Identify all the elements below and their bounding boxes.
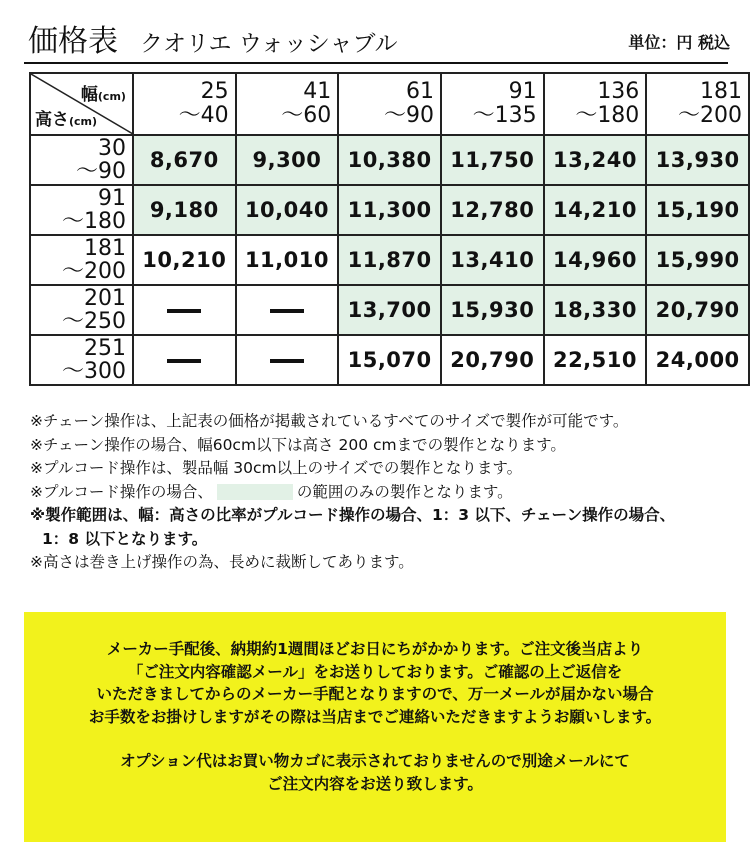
price-cell: 24,000 — [646, 335, 749, 385]
price-cell: 13,930 — [646, 135, 749, 185]
price-cell: 18,330 — [544, 285, 647, 335]
note-ratio-cont: 1：8 以下となります。 — [42, 529, 208, 548]
col-header: 25 ～40 — [133, 73, 236, 135]
not-available-dash — [167, 309, 201, 313]
price-cell: 15,990 — [646, 235, 749, 285]
price-cell: 15,190 — [646, 185, 749, 235]
col-header: 91 ～135 — [441, 73, 544, 135]
notice-line: 「ご注文内容確認メール」をお送りしております。ご確認の上ご返信を — [127, 662, 623, 681]
price-cell: 13,700 — [338, 285, 441, 335]
table-row — [30, 335, 749, 385]
table-row — [30, 135, 749, 185]
price-cell: 13,410 — [441, 235, 544, 285]
notice-line: ご注文内容をお送り致します。 — [267, 774, 483, 793]
height-axis-label: 高さ(cm) — [35, 110, 98, 130]
not-available-dash — [167, 359, 201, 363]
row-header: 30 ～90 — [30, 135, 133, 185]
price-cell: 13,240 — [544, 135, 647, 185]
col-header: 41 ～60 — [236, 73, 339, 135]
price-cell — [133, 335, 236, 385]
price-cell: 22,510 — [544, 335, 647, 385]
price-table — [29, 72, 750, 386]
header — [28, 22, 740, 62]
note-chain-all-sizes: ※チェーン操作は、上記表の価格が掲載されているすべてのサイズで製作が可能です。 — [30, 412, 629, 430]
price-cell: 20,790 — [646, 285, 749, 335]
notice-line: メーカー手配後、納期約1週間ほどお日にちがかかります。ご注文後当店より — [106, 640, 644, 658]
price-cell: 12,780 — [441, 185, 544, 235]
width-axis-label: 幅(cm) — [80, 85, 126, 105]
range-swatch — [217, 484, 293, 500]
col-header: 61 ～90 — [338, 73, 441, 135]
header-row — [30, 73, 749, 135]
price-cell: 14,960 — [544, 235, 647, 285]
price-cell: 9,180 — [133, 185, 236, 235]
page-title: 価格表 — [28, 24, 118, 59]
price-cell — [133, 285, 236, 335]
col-header: 136 ～180 — [544, 73, 647, 135]
notice-line: いただきましてからのメーカー手配となりますので、万一メールが届かない場合 — [96, 685, 654, 703]
not-available-dash — [270, 309, 304, 313]
table-row — [30, 235, 749, 285]
note-height-cut: ※高さは巻き上げ操作の為、長めに裁断してあります。 — [30, 553, 414, 571]
row-header: 181 ～200 — [30, 235, 133, 285]
notes — [30, 410, 745, 575]
delivery-notice — [24, 612, 726, 842]
product-name: クオリエ ウォッシャブル — [140, 31, 398, 57]
notice-line: オプション代はお買い物カゴに表示されておりませんので別途メールにて — [120, 752, 630, 770]
title-underline — [24, 62, 728, 64]
price-cell: 10,040 — [236, 185, 339, 235]
note-pullcord-range: ※プルコード操作の場合、 の範囲のみの製作となります。 — [30, 482, 513, 501]
unit-note: 単位：円 税込 — [628, 33, 730, 52]
not-available-dash — [270, 359, 304, 363]
note-chain-height-limit: ※チェーン操作の場合、幅60cm以下は高さ 200 cmまでの製作となります。 — [30, 435, 566, 454]
row-header: 201 ～250 — [30, 285, 133, 335]
price-cell: 11,870 — [338, 235, 441, 285]
notice-line: お手数をお掛けしますがその際は当店までご連絡いただきますようお願いします。 — [88, 707, 662, 726]
price-cell: 8,670 — [133, 135, 236, 185]
note-pullcord-width: ※プルコード操作は、製品幅 30cm以上のサイズでの製作となります。 — [30, 459, 523, 477]
price-cell: 10,210 — [133, 235, 236, 285]
note-ratio: ※製作範囲は、幅：高さの比率がプルコード操作の場合、1：3 以下、チェーン操作の場合、 — [30, 506, 676, 524]
price-cell — [236, 285, 339, 335]
price-cell: 11,750 — [441, 135, 544, 185]
price-cell: 11,300 — [338, 185, 441, 235]
price-cell: 15,930 — [441, 285, 544, 335]
price-cell: 9,300 — [236, 135, 339, 185]
row-header: 91 ～180 — [30, 185, 133, 235]
price-cell: 11,010 — [236, 235, 339, 285]
price-cell: 10,380 — [338, 135, 441, 185]
price-cell: 15,070 — [338, 335, 441, 385]
price-cell: 20,790 — [441, 335, 544, 385]
table-row — [30, 285, 749, 335]
corner-cell — [30, 73, 133, 135]
price-cell: 14,210 — [544, 185, 647, 235]
price-cell — [236, 335, 339, 385]
row-header: 251 ～300 — [30, 335, 133, 385]
table-row — [30, 185, 749, 235]
col-header: 181 ～200 — [646, 73, 749, 135]
